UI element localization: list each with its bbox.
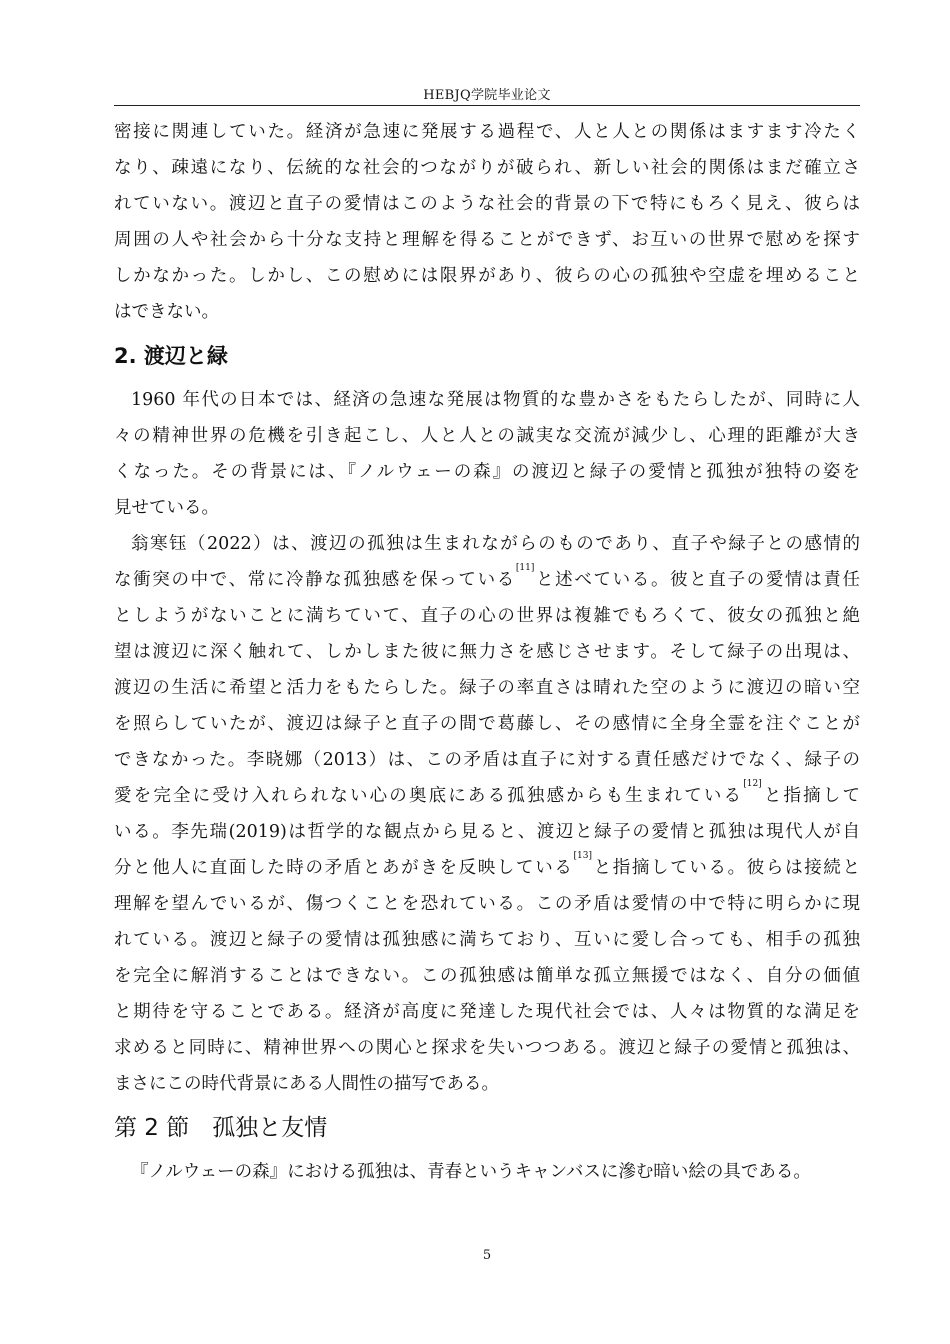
text-line: 翁寒钰（2022）は、渡辺の孤独は生まれながらのものであり、直子や緑子との感情的 [131,534,860,554]
text-line: を完全に解消することはできない。この孤独感は簡単な孤立無援ではなく、自分の価値 [114,966,860,986]
text-line: くなった。その背景には、『ノルウェーの森』の渡辺と緑子の愛情と孤独が独特の姿を [114,462,860,482]
text-line: 1960 年代の日本では、経済の急速な発展は物質的な豊かさをもたらしたが、同時に人 [131,390,860,410]
text-line: れていない。渡辺と直子の愛情はこのような社会的背景の下で特にもろく見え、彼らは [114,194,860,214]
text-line [114,850,860,886]
citation-ref: [13] [573,851,592,861]
text-line: 理解を望んでいるが、傷つくことを恐れている。この矛盾は愛情の中で特に明らかに現 [114,894,860,914]
text-span: と指摘している。彼らは接続と [591,858,860,878]
header-rule [114,105,860,106]
text-line: 見せている。 [114,498,219,518]
text-span: 分と他人に直面した時の矛盾とあがきを反映している [114,858,574,878]
text-line: 周囲の人や社会から十分な支持と理解を得ることができず、お互いの世界で慰めを探す [114,230,860,250]
text-line: はできない。 [114,302,219,322]
text-line [114,778,860,814]
page-header-title: HEBJQ学院毕业论文 [423,88,551,103]
text-span: と指摘して [761,786,861,806]
text-line: 望は渡辺に深く触れて、しかしまた彼に無力さを感じさせます。そして緑子の出現は、 [114,642,860,662]
text-line: 々の精神世界の危機を引き起こし、人と人との誠実な交流が減少し、心理的距離が大き [114,426,860,446]
text-line: なり、疎遠になり、伝統的な社会的つながりが破られ、新しい社会的関係はまだ確立さ [114,158,860,178]
text-span: 愛を完全に受け入れられない心の奥底にある孤独感からも生まれている [114,786,744,806]
paragraph-2 [114,382,860,526]
text-line: しかなかった。しかし、この慰めには限界があり、彼らの心の孤独や空虚を埋めること [114,266,860,286]
section-heading: 第 2 節 孤独と友情 [114,1115,328,1141]
citation-ref: [11] [515,563,535,573]
text-line: できなかった。李晓娜（2013）は、この矛盾は直子に対する責任感だけでなく、緑子の [114,750,860,770]
text-line: 渡辺の生活に希望と活力をもたらした。緑子の率直さは晴れた空のように渡辺の暗い空 [114,678,860,698]
text-line: 求めると同時に、精神世界への関心と探求を失いつつある。渡辺と緑子の愛情と孤独は、 [114,1038,860,1058]
section-heading: 2. 渡辺と緑 [114,344,228,368]
body-text [114,114,860,1190]
text-span: と述べている。彼と直子の愛情は責任 [534,570,860,590]
paragraph-4 [114,1154,860,1190]
citation-ref: [12] [743,779,762,789]
text-line: れている。渡辺と緑子の愛情は孤独感に満ちており、互いに愛し合っても、相手の孤独 [114,930,860,950]
text-line: まさにこの時代背景にある人間性の描写である。 [114,1074,499,1094]
text-line: を照らしていたが、渡辺は緑子と直子の間で葛藤し、その感情に全身全霊を注ぐことが [114,714,860,734]
text-line: 『ノルウェーの森』における孤独は、青春というキャンバスに滲む暗い絵の具である。 [131,1162,811,1182]
text-line: と期待を守ることである。経済が高度に発達した現代社会では、人々は物質的な満足を [114,1002,860,1022]
text-span: な衝突の中で、常に冷静な孤独感を保っている [114,570,516,590]
page-number: 5 [482,1248,492,1263]
paragraph-3 [114,526,860,1102]
text-line: いる。李先瑞(2019)は哲学的な観点から見ると、渡辺と緑子の愛情と孤独は現代人が自 [114,822,860,842]
text-line: としようがないことに満ちていて、直子の心の世界は複雑でもろくて、彼女の孤独と絶 [114,606,860,626]
paragraph-1 [114,114,860,330]
text-line: 密接に関連していた。経済が急速に発展する過程で、人と人との関係はますます冷たく [114,122,860,142]
text-line [114,562,860,598]
